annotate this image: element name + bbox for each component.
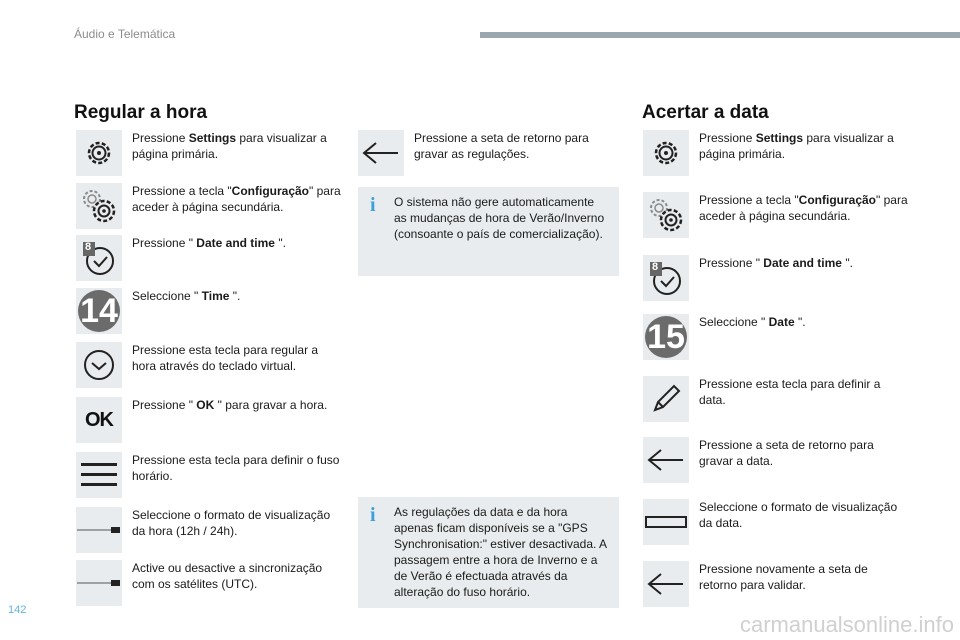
left-text-1: Pressione Settings para visualizar a página primária.	[132, 131, 327, 161]
right-row-format	[643, 499, 909, 545]
gear-icon-right	[643, 130, 689, 176]
menu-icon	[76, 452, 122, 498]
left-text-9: Active ou desactive a sincronização com os satélites (UTC).	[132, 561, 323, 591]
left-text-8: Seleccione o formato de visualização da hora (12h / 24h).	[132, 508, 331, 538]
note-gps	[358, 497, 619, 608]
note-dst	[358, 187, 619, 276]
right-row-settings	[643, 130, 909, 176]
badge-14-text: 14	[80, 291, 118, 330]
left-row-date-time	[76, 235, 342, 281]
badge-8-right: 8	[652, 261, 659, 273]
badge-8: 8	[85, 241, 92, 253]
right-row-config	[643, 192, 909, 238]
right-text-8: Pressione novamente a seta de retorno para validar.	[699, 562, 868, 592]
right-heading: Acertar a data	[642, 102, 769, 123]
right-text-7: Seleccione o formato de visualização da data.	[699, 500, 898, 530]
back-arrow-icon	[358, 130, 404, 176]
right-row-edit	[643, 376, 909, 422]
right-text-5: Pressione esta tecla para definir a data.	[699, 377, 881, 407]
right-text-3: Pressione " Date and time ".	[699, 256, 853, 270]
clock-check-icon-right	[643, 255, 689, 301]
left-row-keyboard	[76, 342, 342, 388]
left-row-settings	[76, 130, 342, 176]
left-text-4: Seleccione " Time ".	[132, 289, 241, 303]
circle-check-icon	[76, 342, 122, 388]
toggle-icon	[76, 507, 122, 553]
left-text-7: Pressione esta tecla para definir o fuso horário.	[132, 453, 340, 483]
note-gps-text: As regulações da data e da hora apenas ficam disponíveis se a "GPS Synchronisation:" estiver desactivada. A passagem entre a hora de Inverno e a de Verão é efectuada através da alteração do fuso horário.	[394, 505, 607, 599]
right-row-back	[643, 437, 909, 483]
left-text-6: Pressione " OK " para gravar a hora.	[132, 398, 328, 412]
ok-label: OK	[85, 408, 113, 431]
field-icon	[643, 499, 689, 545]
right-row-validate	[643, 561, 909, 607]
left-text-5: Pressione esta tecla para regular a hora através do teclado virtual.	[132, 343, 319, 373]
left-row-format	[76, 507, 342, 553]
watermark: carmanualsonline.info	[739, 612, 954, 637]
ok-icon	[76, 397, 122, 443]
header-bar	[480, 32, 960, 38]
page-number: 142	[8, 604, 27, 616]
badge-15-text: 15	[647, 317, 685, 356]
info-icon: i	[370, 194, 376, 216]
badge-14-box	[76, 288, 122, 334]
left-heading: Regular a hora	[74, 102, 208, 123]
left-row-config	[76, 183, 342, 229]
info-icon-2: i	[370, 504, 376, 526]
gear-icon	[76, 130, 122, 176]
badge-14	[78, 290, 120, 332]
right-row-date	[643, 314, 909, 360]
left-row-ok	[76, 397, 342, 443]
left-row-time	[76, 288, 342, 334]
note-dst-text: O sistema não gere automaticamente as mudanças de hora de Verão/Inverno (consoante o país de comercialização).	[394, 195, 605, 241]
back-arrow-icon-right	[643, 437, 689, 483]
header-title: Áudio e Telemática	[74, 27, 176, 41]
middle-text-1: Pressione a seta de retorno para gravar as regulações.	[414, 131, 589, 161]
right-text-2: Pressione a tecla "Configuração" para aceder à página secundária.	[699, 193, 908, 223]
double-gear-icon-right	[643, 192, 689, 238]
left-text-3: Pressione " Date and time ".	[132, 236, 286, 250]
right-text-4: Seleccione " Date ".	[699, 315, 806, 329]
clock-check-icon	[76, 235, 122, 281]
right-row-date-time	[643, 255, 909, 301]
middle-row-back	[358, 130, 604, 176]
left-row-timezone	[76, 452, 342, 498]
left-text-2: Pressione a tecla "Configuração" para aceder à página secundária.	[132, 184, 341, 214]
badge-15-box	[643, 314, 689, 360]
left-row-sync	[76, 560, 342, 606]
double-gear-icon	[76, 183, 122, 229]
pencil-icon	[643, 376, 689, 422]
back-arrow-icon-right-2	[643, 561, 689, 607]
right-text-1: Pressione Settings para visualizar a página primária.	[699, 131, 894, 161]
right-text-6: Pressione a seta de retorno para gravar a data.	[699, 438, 874, 468]
toggle-icon-2	[76, 560, 122, 606]
badge-15	[645, 316, 687, 358]
